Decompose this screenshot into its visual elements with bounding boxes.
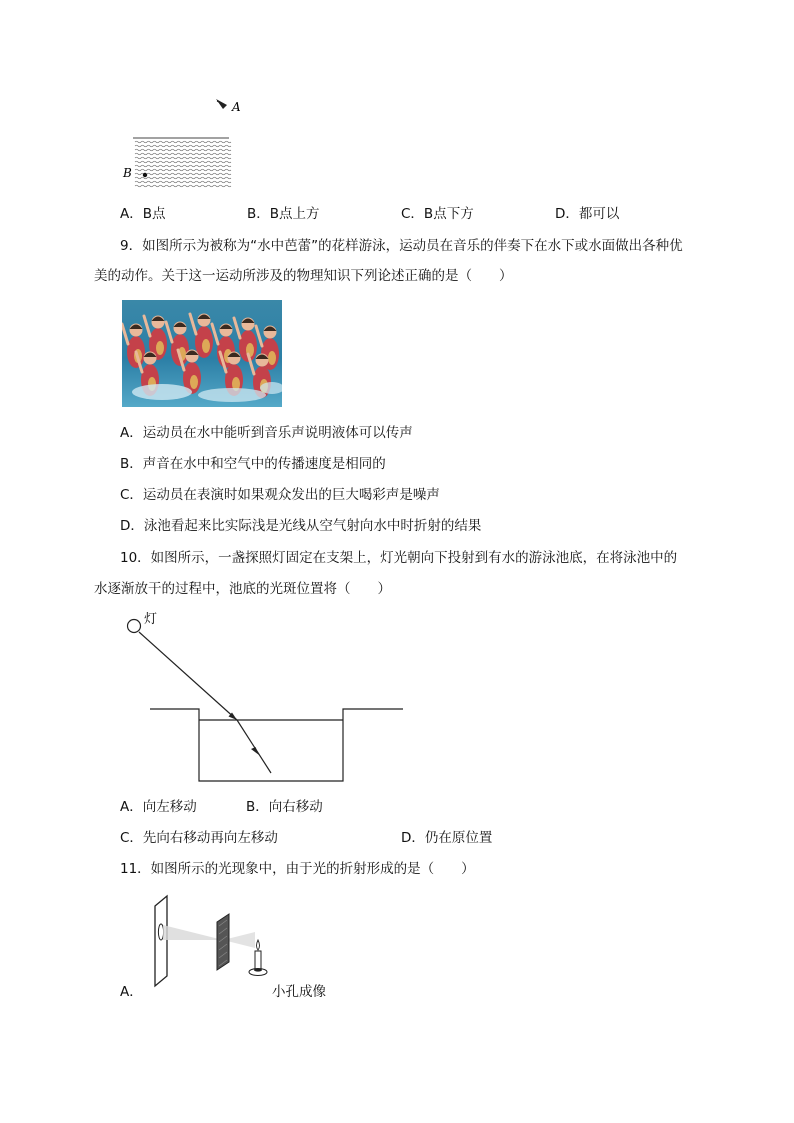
q11-option-a-label: A． bbox=[120, 984, 143, 1000]
q8-option-b: B．B点上方 bbox=[247, 206, 320, 222]
q10-option-a: A．向左移动 bbox=[120, 799, 197, 815]
q9-stem-line1: 9．如图所示为被称为“水中芭蕾”的花样游泳，运动员在音乐的伴奏下在水下或水面做出各种优 bbox=[120, 238, 683, 254]
eye-icon bbox=[216, 99, 227, 109]
synchronized-swimming-photo bbox=[122, 300, 282, 407]
pinhole-camera-figure bbox=[145, 892, 275, 992]
refracted-ray bbox=[237, 720, 271, 773]
q10-pool-figure bbox=[120, 612, 410, 787]
q10-option-b: B．向右移动 bbox=[246, 799, 323, 815]
q9-stem-line2: 美的动作。关于这一运动所涉及的物理知识下列论述正确的是（ ） bbox=[94, 268, 513, 284]
q8-option-a: A．B点 bbox=[120, 206, 166, 222]
lamp-icon bbox=[128, 620, 141, 633]
q11-option-a-caption: 小孔成像 bbox=[272, 984, 326, 1000]
point-b bbox=[143, 173, 147, 177]
q11-stem: 11．如图所示的光现象中，由于光的折射形成的是（ ） bbox=[120, 861, 475, 877]
screen-icon bbox=[155, 896, 167, 986]
q10-option-d: D．仍在原位置 bbox=[401, 830, 493, 846]
q10-option-c: C．先向右移动再向左移动 bbox=[120, 830, 278, 846]
incident-ray bbox=[139, 632, 237, 720]
q8-label-a: A bbox=[232, 100, 241, 114]
q8-figure bbox=[115, 92, 245, 194]
q8-option-c: C．B点下方 bbox=[401, 206, 474, 222]
q10-stem-line1: 10．如图所示，一盏探照灯固定在支架上，灯光朝向下投射到有水的游泳池底，在将泳池中的 bbox=[120, 550, 678, 566]
pinhole-card-icon bbox=[217, 914, 229, 970]
refracted-arrow bbox=[251, 747, 259, 755]
lamp-label: 灯 bbox=[144, 612, 158, 627]
q9-option-a: A．运动员在水中能听到音乐声说明液体可以传声 bbox=[120, 425, 413, 441]
q9-option-d: D．泳池看起来比实际浅是光线从空气射向水中时折射的结果 bbox=[120, 518, 482, 534]
q8-option-d: D．都可以 bbox=[555, 206, 620, 222]
q8-label-b: B bbox=[123, 166, 132, 180]
q9-option-b: B．声音在水中和空气中的传播速度是相同的 bbox=[120, 456, 386, 472]
q9-option-c: C．运动员在表演时如果观众发出的巨大喝彩声是噪声 bbox=[120, 487, 440, 503]
q10-stem-line2: 水逐渐放干的过程中，池底的光斑位置将（ ） bbox=[94, 581, 391, 597]
